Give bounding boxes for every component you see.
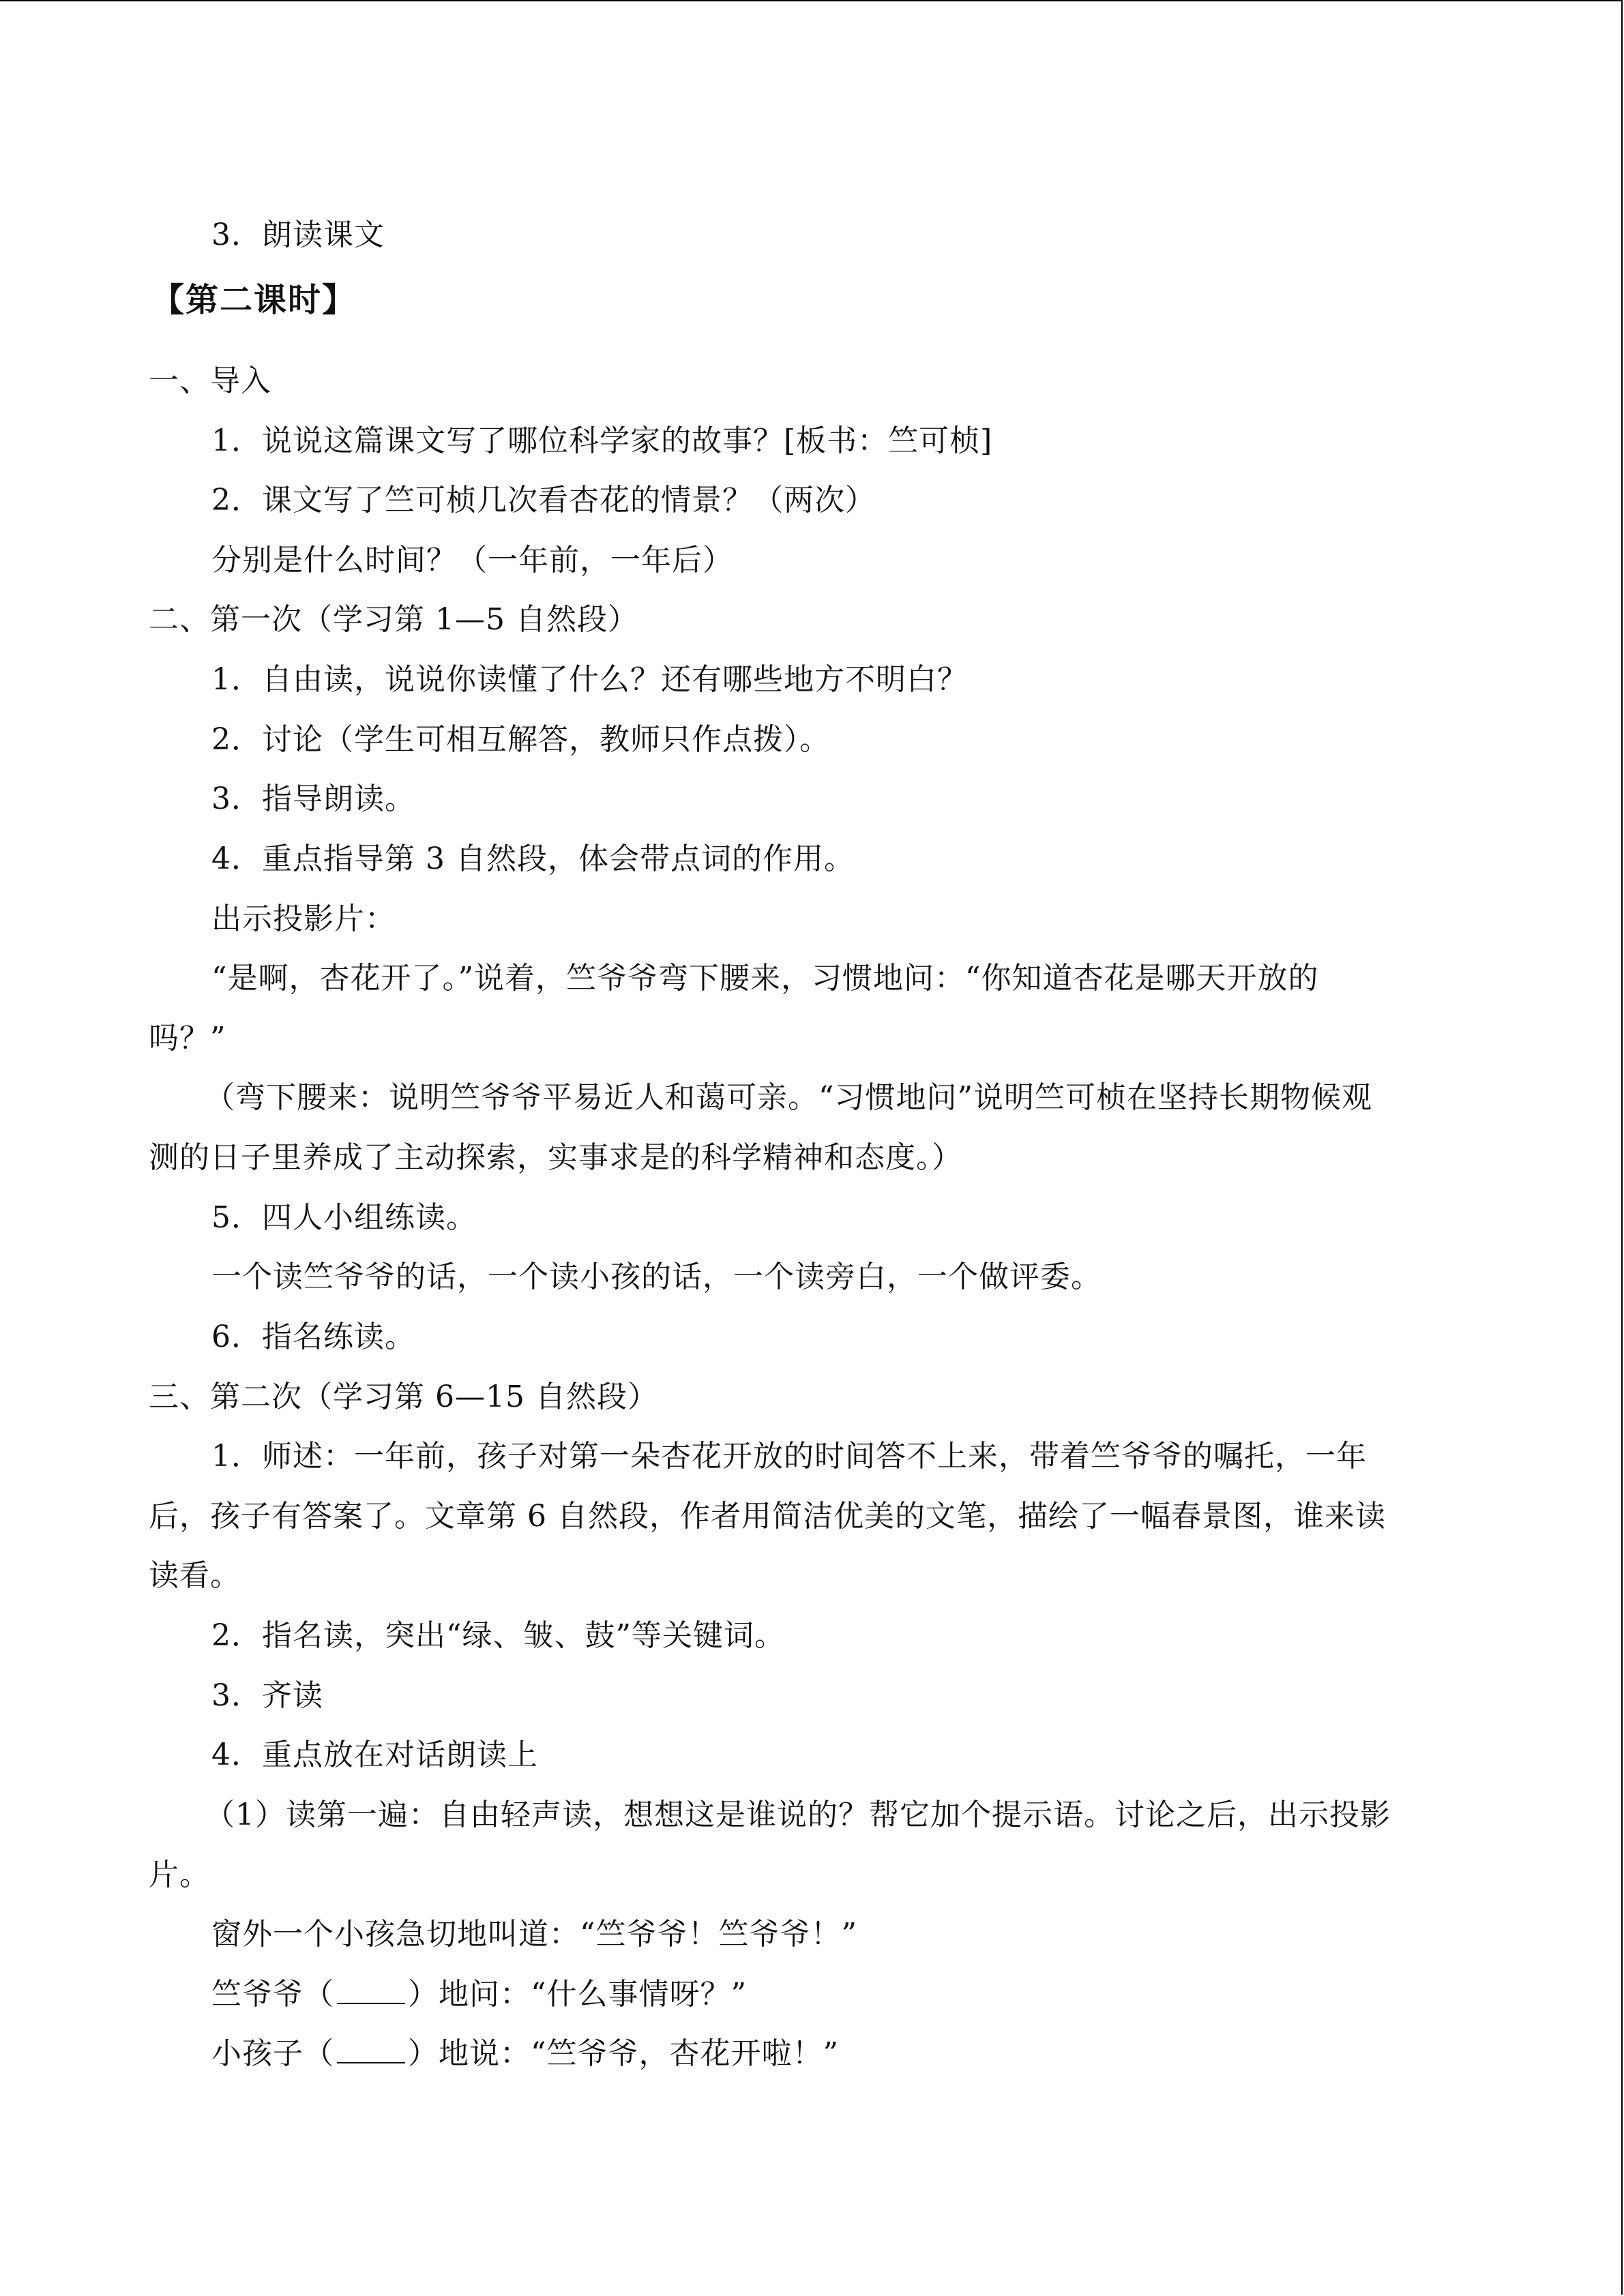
- subsection-heading: 二、第一次（学习第 1—5 自然段）: [149, 602, 638, 637]
- text-line: 片。: [149, 1858, 210, 1892]
- text-line: 1．自由读，说说你读懂了什么？还有哪些地方不明白？: [211, 662, 968, 697]
- text-line: 3．指导朗读。: [211, 781, 415, 816]
- text-line: 4．重点指导第 3 自然段，体会带点词的作用。: [211, 841, 855, 876]
- text-line: 3．齐读: [211, 1678, 323, 1713]
- fill-in-suffix: ）地问：“什么事情呀？”: [408, 1977, 747, 2012]
- text-line: 1．说说这篇课文写了哪位科学家的故事？[板书：竺可桢]: [211, 423, 993, 458]
- fill-in-prefix: 竺爷爷（: [211, 1977, 334, 2012]
- text-line: 读看。: [149, 1558, 241, 1593]
- fill-in-suffix: ）地说：“竺爷爷，杏花开啦！”: [408, 2036, 839, 2071]
- subsection-heading: 一、导入: [149, 363, 271, 398]
- fill-in-blank: [337, 1976, 405, 2004]
- subsection-heading: 三、第二次（学习第 6—15 自然段）: [149, 1380, 658, 1414]
- text-line: 5．四人小组练读。: [211, 1200, 477, 1235]
- text-line: 3．朗读课文: [211, 218, 385, 252]
- text-line: 6．指名练读。: [211, 1320, 415, 1354]
- fill-in-prefix: 小孩子（: [211, 2036, 334, 2071]
- fill-in-blank: [337, 2035, 405, 2063]
- fill-in-line: [211, 2035, 839, 2073]
- text-line: 出示投影片：: [211, 901, 396, 936]
- text-line: 分别是什么时间？（一年前，一年后）: [211, 543, 733, 578]
- section-heading: 【第二课时】: [151, 281, 357, 319]
- text-line: 2．讨论（学生可相互解答，教师只作点拨）。: [211, 722, 830, 757]
- text-line: 一个读竺爷爷的话，一个读小孩的话，一个读旁白，一个做评委。: [211, 1259, 1102, 1294]
- text-line: （弯下腰来：说明竺爷爷平易近人和蔼可亲。“习惯地问”说明竺可桢在坚持长期物候观: [205, 1080, 1372, 1115]
- text-line: 窗外一个小孩急切地叫道：“竺爷爷！竺爷爷！”: [211, 1917, 857, 1952]
- text-line: “是啊，杏花开了。”说着，竺爷爷弯下腰来，习惯地问：“你知道杏花是哪天开放的: [211, 961, 1319, 996]
- text-line: （1）读第一遍：自由轻声读，想想这是谁说的？帮它加个提示语。讨论之后，出示投影: [205, 1798, 1391, 1832]
- text-line: 2．指名读，突出“绿、皱、鼓”等关键词。: [211, 1618, 785, 1653]
- text-line: 测的日子里养成了主动探索，实事求是的科学精神和态度。）: [149, 1140, 962, 1175]
- text-line: 吗？”: [149, 1021, 226, 1056]
- fill-in-line: [211, 1976, 747, 2014]
- text-line: 4．重点放在对话朗读上: [211, 1738, 538, 1772]
- text-line: 1．师述：一年前，孩子对第一朵杏花开放的时间答不上来，带着竺爷爷的嘱托，一年: [211, 1439, 1367, 1474]
- text-line: 后，孩子有答案了。文章第 6 自然段，作者用简洁优美的文笔，描绘了一幅春景图，谁来读: [149, 1499, 1386, 1534]
- text-line: 2．课文写了竺可桢几次看杏花的情景？（两次）: [211, 483, 876, 518]
